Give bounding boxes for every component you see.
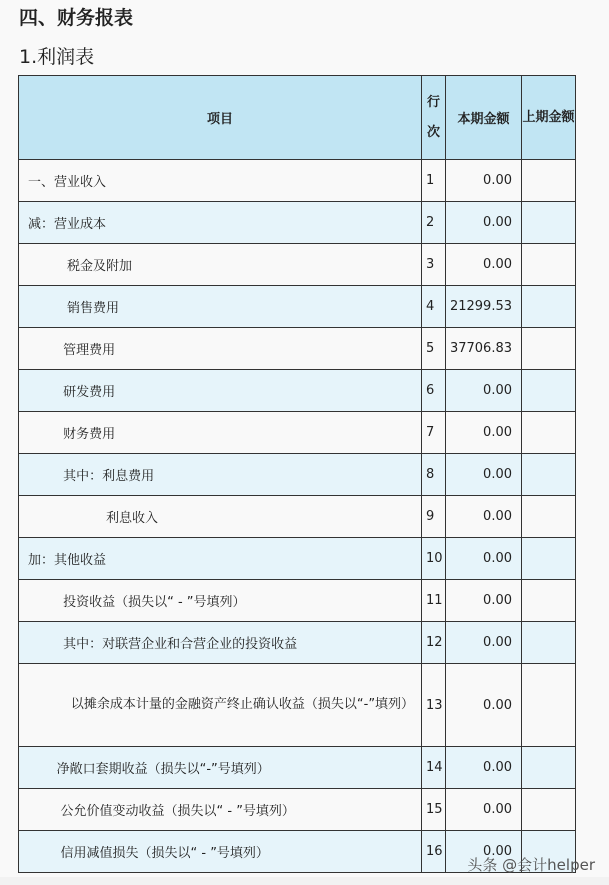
row-item: 其中：对联营企业和合营企业的投资收益 <box>19 622 422 664</box>
table-row <box>19 160 576 202</box>
row-line-no: 1 <box>422 160 446 202</box>
table-row <box>19 789 576 831</box>
row-line-no: 14 <box>422 747 446 789</box>
row-line-no: 11 <box>422 580 446 622</box>
table-row <box>19 202 576 244</box>
row-item: 以摊余成本计量的金融资产终止确认收益（损失以“-”填列） <box>19 664 422 747</box>
row-prior-amount <box>522 328 576 370</box>
row-current-amount: 0.00 <box>446 747 522 789</box>
row-prior-amount <box>522 747 576 789</box>
row-line-no: 4 <box>422 286 446 328</box>
row-prior-amount <box>522 370 576 412</box>
row-item: 公允价值变动收益（损失以“ - ”号填列） <box>19 789 422 831</box>
row-prior-amount <box>522 789 576 831</box>
row-prior-amount <box>522 244 576 286</box>
row-line-no: 13 <box>422 664 446 747</box>
row-item: 管理费用 <box>19 328 422 370</box>
row-item: 加：其他收益 <box>19 538 422 580</box>
row-current-amount: 0.00 <box>446 664 522 747</box>
page-footer-strip <box>0 877 609 885</box>
row-prior-amount <box>522 580 576 622</box>
row-current-amount: 0.00 <box>446 622 522 664</box>
row-item: 净敞口套期收益（损失以“-”号填列） <box>19 747 422 789</box>
table-row <box>19 370 576 412</box>
row-item: 利息收入 <box>19 496 422 538</box>
table-row <box>19 622 576 664</box>
table-row <box>19 538 576 580</box>
row-line-no: 10 <box>422 538 446 580</box>
row-line-no: 9 <box>422 496 446 538</box>
row-current-amount: 0.00 <box>446 412 522 454</box>
header-current: 本期金额 <box>446 76 522 160</box>
row-prior-amount <box>522 538 576 580</box>
row-item: 研发费用 <box>19 370 422 412</box>
row-line-no: 5 <box>422 328 446 370</box>
row-prior-amount <box>522 622 576 664</box>
row-line-no: 2 <box>422 202 446 244</box>
row-prior-amount <box>522 202 576 244</box>
income-statement-table <box>18 75 576 873</box>
section-title: 四、财务报表 <box>19 7 134 29</box>
row-prior-amount <box>522 496 576 538</box>
row-current-amount: 0.00 <box>446 538 522 580</box>
row-current-amount: 37706.83 <box>446 328 522 370</box>
row-item: 销售费用 <box>19 286 422 328</box>
row-item: 一、营业收入 <box>19 160 422 202</box>
row-item: 信用减值损失（损失以“ - ”号填列） <box>19 831 422 873</box>
row-item: 税金及附加 <box>19 244 422 286</box>
row-item: 减：营业成本 <box>19 202 422 244</box>
row-current-amount: 0.00 <box>446 789 522 831</box>
row-prior-amount <box>522 412 576 454</box>
table-row <box>19 328 576 370</box>
row-line-no: 16 <box>422 831 446 873</box>
row-current-amount: 0.00 <box>446 831 522 873</box>
table-row <box>19 412 576 454</box>
row-line-no: 12 <box>422 622 446 664</box>
row-current-amount: 21299.53 <box>446 286 522 328</box>
table-row <box>19 747 576 789</box>
row-current-amount: 0.00 <box>446 496 522 538</box>
table-row <box>19 286 576 328</box>
watermark: 头条 @会计helper <box>467 856 595 874</box>
row-current-amount: 0.00 <box>446 244 522 286</box>
table-row <box>19 496 576 538</box>
row-item: 财务费用 <box>19 412 422 454</box>
table-row <box>19 244 576 286</box>
header-item: 项目 <box>19 76 422 160</box>
row-prior-amount <box>522 286 576 328</box>
row-line-no: 3 <box>422 244 446 286</box>
table-row <box>19 454 576 496</box>
row-line-no: 7 <box>422 412 446 454</box>
row-item: 投资收益（损失以“ - ”号填列） <box>19 580 422 622</box>
row-current-amount: 0.00 <box>446 202 522 244</box>
row-line-no: 6 <box>422 370 446 412</box>
row-item: 其中：利息费用 <box>19 454 422 496</box>
row-prior-amount <box>522 160 576 202</box>
row-current-amount: 0.00 <box>446 160 522 202</box>
header-prior: 上期金额 <box>522 76 576 160</box>
row-current-amount: 0.00 <box>446 370 522 412</box>
header-line-no: 行次 <box>422 76 446 160</box>
row-prior-amount <box>522 454 576 496</box>
table-header-row <box>19 76 576 160</box>
subtitle: 1.利润表 <box>19 46 95 68</box>
table-row <box>19 664 576 747</box>
table-row <box>19 580 576 622</box>
row-current-amount: 0.00 <box>446 454 522 496</box>
row-line-no: 8 <box>422 454 446 496</box>
row-current-amount: 0.00 <box>446 580 522 622</box>
row-prior-amount <box>522 664 576 747</box>
row-line-no: 15 <box>422 789 446 831</box>
